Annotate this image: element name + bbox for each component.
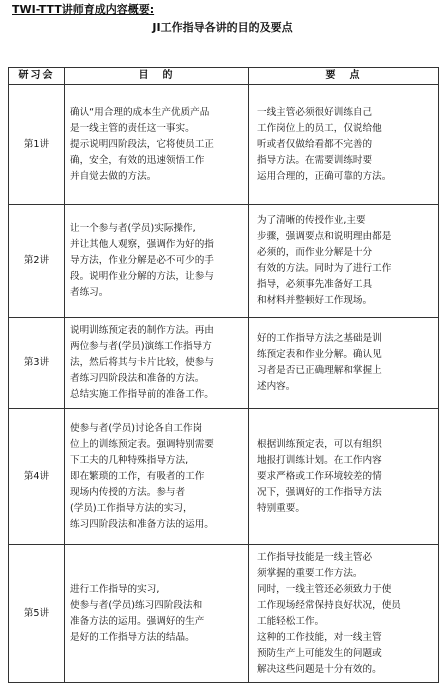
text-line: 两位参与者(学员)演练工作指导方: [70, 341, 212, 352]
header-purpose: 目 的: [65, 68, 249, 85]
session-cell: 第1讲: [9, 85, 65, 205]
cell-text: [257, 550, 432, 678]
text-line: 法，然后将其与卡片比较，使参与: [70, 357, 214, 368]
text-line: 进行工作指导的实习,: [70, 583, 160, 595]
cell-text: [70, 582, 243, 646]
text-line: 根据训练预定表，可以有组织: [257, 438, 382, 450]
text-line: 段。说明作业分解的方法，让参与: [70, 271, 214, 282]
table-header-row: [9, 68, 439, 85]
text-line: 提示说明四阶段法，它将使员工正: [70, 138, 214, 150]
purpose-cell: [65, 409, 249, 545]
table-row: [9, 409, 439, 545]
purpose-cell: [65, 545, 249, 683]
text-line: 导方法，作业分解是必不可少的手: [70, 255, 214, 266]
cell-text: [70, 105, 243, 185]
text-line: 习者是否已正确理解和掌握上: [257, 365, 382, 376]
table-row: [9, 85, 439, 205]
text-line: (学员)工作指导方法的实习，: [70, 502, 193, 514]
text-line: 让一个参与者(学员)实际操作,: [70, 223, 196, 234]
table-row: [9, 545, 439, 683]
points-cell: [249, 409, 439, 545]
table-body: [9, 85, 439, 683]
text-line: 工作指导技能是一线主管必: [257, 551, 373, 563]
text-line: 指导，必须事先准备好工具: [257, 279, 373, 290]
text-line: 工作岗位上的员工，仅说给他: [257, 122, 382, 134]
header-session: 研习会: [9, 68, 65, 85]
session-cell: 第5讲: [9, 545, 65, 683]
text-line: 指导方法。在需要训练时要: [257, 154, 373, 166]
text-line: 练习四阶段法和准备方法的运用。: [70, 518, 214, 530]
text-line: 现场内传授的方法。参与者: [70, 486, 186, 498]
text-line: 述内容。: [257, 381, 296, 392]
text-line: 和材料并整顿好工作现场。: [257, 295, 373, 306]
text-line: 者练习。: [70, 287, 109, 298]
cell-text: [70, 221, 243, 301]
text-line: 预防生产上可能发生的问题或: [257, 647, 382, 659]
cell-text: [257, 105, 432, 185]
text-line: 特别重要。: [257, 502, 305, 514]
session-cell: 第3讲: [9, 318, 65, 409]
text-line: 总结实施工作指导前的准备工作。: [70, 389, 214, 400]
text-line: 者练习四阶段法和准备的方法。: [70, 373, 205, 384]
text-line: 准备方法的运用。强调好的生产: [70, 615, 205, 627]
text-line: 练预定表和作业分解。确认见: [257, 349, 382, 360]
purpose-cell: [65, 318, 249, 409]
table-row: [9, 318, 439, 409]
text-line: 是一线主管的责任这一事实。: [70, 122, 195, 134]
text-line: 步骤，强调要点和说明理由都是: [257, 231, 392, 242]
document-title: TWI-TTT讲师育成内容概要:: [12, 3, 155, 16]
text-line: 工作现场经常保持良好状况，使员: [257, 599, 401, 611]
text-line: 确，安全，有效的迅速领悟工作: [70, 154, 205, 166]
points-cell: [249, 85, 439, 205]
text-line: 并自觉去做的方法。: [70, 170, 157, 182]
text-line: 听或者仅做给看都不完善的: [257, 138, 373, 150]
text-line: 这种的工作技能，对一线主管: [257, 631, 382, 643]
purpose-cell: [65, 205, 249, 318]
text-line: 况下，强调好的工作指导方法: [257, 486, 382, 498]
text-line: 须掌握的重要工作方法。: [257, 567, 363, 579]
text-line: 位上的训练预定表。强调特别需要: [70, 438, 214, 450]
text-line: 有效的方法。同时为了进行工作: [257, 263, 392, 274]
text-line: 并让其他人观察，强调作为好的指: [70, 239, 214, 250]
cell-text: [70, 323, 243, 403]
session-cell: 第2讲: [9, 205, 65, 318]
cell-text: [257, 213, 432, 309]
points-cell: [249, 545, 439, 683]
text-line: 地报打训练计划。在工作内容: [257, 454, 382, 466]
text-line: 好的工作指导方法之基础是训: [257, 333, 382, 344]
purpose-cell: [65, 85, 249, 205]
content-table: [8, 67, 439, 683]
text-line: 是好的工作指导方法的结晶。: [70, 631, 195, 643]
text-line: 为了清晰的传授作业,主要: [257, 215, 366, 226]
document-subtitle: JI工作指导各讲的目的及要点: [152, 21, 293, 34]
session-cell: 第4讲: [9, 409, 65, 545]
text-line: 确认“用合理的成本生产优质产品: [70, 106, 210, 118]
cell-text: [257, 331, 432, 395]
text-line: 使参与者(学员)练习四阶段法和: [70, 599, 203, 611]
text-line: 同时，一线主管还必须致力于使: [257, 583, 392, 595]
cell-text: [70, 421, 243, 533]
text-line: 必须的，而作业分解是十分: [257, 247, 373, 258]
text-line: 即在繁琐的工作，有吸者的工作: [70, 470, 205, 482]
table-row: [9, 205, 439, 318]
header-points: 要 点: [249, 68, 439, 85]
text-line: 说明训练预定表的制作方法。再由: [70, 325, 214, 336]
text-line: 运用合理的，正确可靠的方法。: [257, 170, 392, 182]
points-cell: [249, 318, 439, 409]
text-line: 解决这些问题是十分有效的。: [257, 663, 382, 675]
points-cell: [249, 205, 439, 318]
text-line: 一线主管必须很好训练自己: [257, 106, 373, 118]
text-line: 下工夫的几种特殊指导方法,: [70, 454, 189, 466]
cell-text: [257, 437, 432, 517]
text-line: 要求严格或工作环境较差的情: [257, 470, 382, 482]
text-line: 工能轻松工作。: [257, 615, 325, 627]
text-line: 使参与者(学员)讨论各自工作岗: [70, 422, 203, 434]
